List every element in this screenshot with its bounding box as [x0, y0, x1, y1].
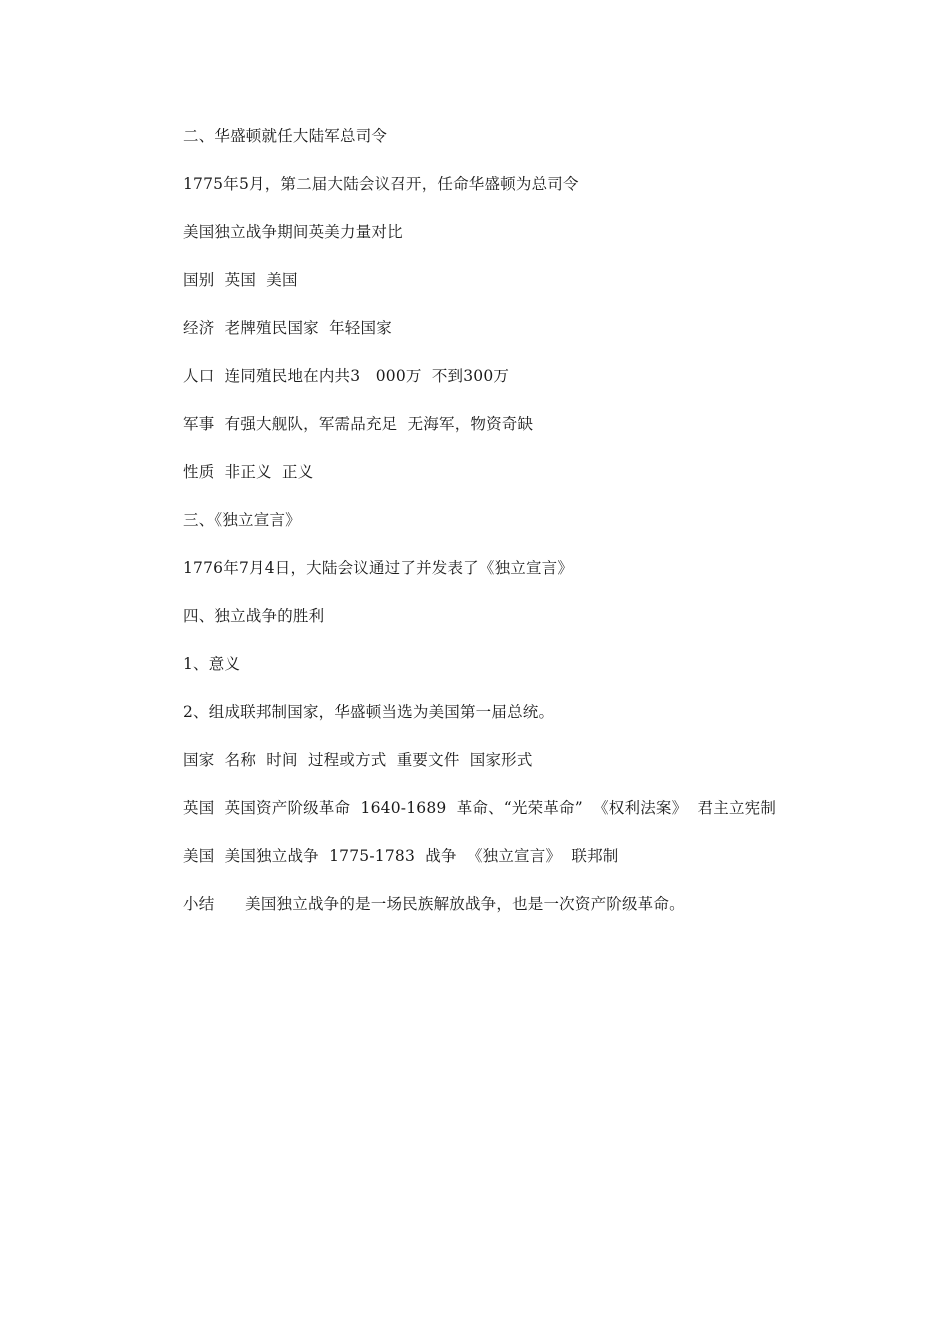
comparison-row-military: 军事 有强大舰队，军需品充足 无海军，物资奇缺 [183, 415, 534, 433]
comparison-row-economy: 经济 老牌殖民国家 年轻国家 [183, 319, 392, 337]
summary-table-header: 国家 名称 时间 过程或方式 重要文件 国家形式 [183, 751, 533, 769]
summary-table-row-usa: 美国 美国独立战争 1775-1783 战争 《独立宣言》 联邦制 [183, 847, 619, 865]
table-title-comparison: 美国独立战争期间英美力量对比 [183, 223, 403, 241]
section-heading-declaration: 三、《独立宣言》 [183, 511, 301, 529]
list-item-federal-state: 2、组成联邦制国家，华盛顿当选为美国第一届总统。 [183, 703, 555, 721]
summary-table-row-britain: 英国 英国资产阶级革命 1640-1689 革命、“光荣革命” 《权利法案》 君主立宪制 [183, 799, 777, 817]
section-heading-washington: 二、华盛顿就任大陆军总司令 [183, 127, 388, 145]
comparison-row-nature: 性质 非正义 正义 [183, 463, 314, 481]
document-body [183, 122, 883, 938]
comparison-row-population: 人口 连同殖民地在内共3 000万 不到300万 [183, 367, 510, 385]
paragraph-continental-congress: 1775年5月，第二届大陆会议召开，任命华盛顿为总司令 [183, 175, 579, 193]
summary-conclusion: 小结 美国独立战争的是一场民族解放战争，也是一次资产阶级革命。 [183, 895, 685, 913]
section-heading-victory: 四、独立战争的胜利 [183, 607, 325, 625]
comparison-row-country: 国别 英国 美国 [183, 271, 298, 289]
paragraph-declaration: 1776年7月4日，大陆会议通过了并发表了《独立宣言》 [183, 559, 574, 577]
list-item-significance: 1、意义 [183, 655, 241, 673]
